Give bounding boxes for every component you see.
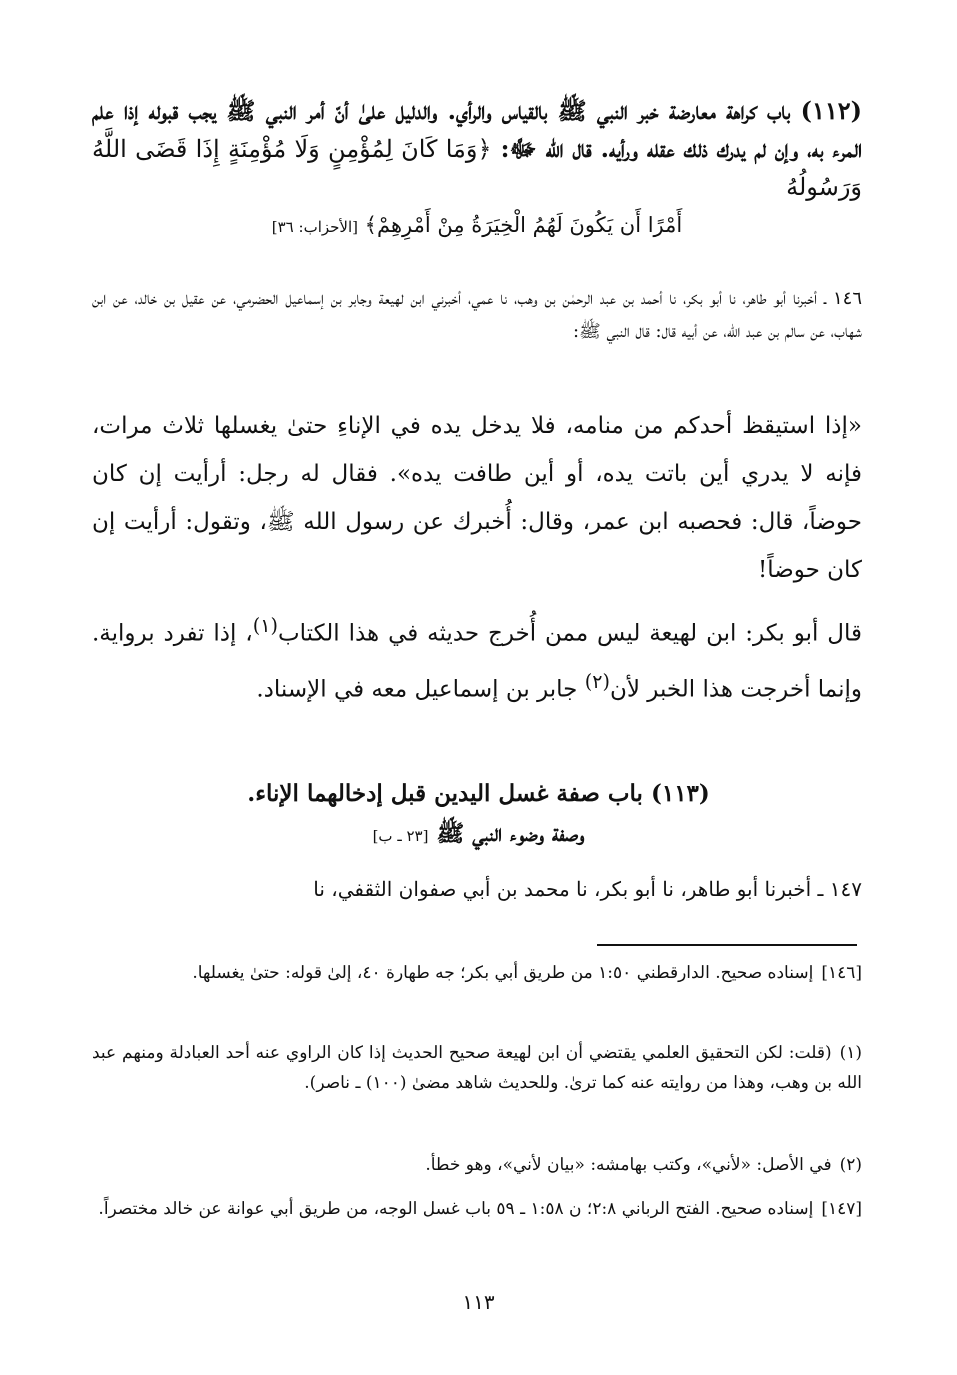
footnote-text: في الأصل: «لأني»، وكتب بهامشه: «بيان لأني»، وهو خطأ.	[425, 1155, 832, 1175]
footnote-text: إسناده صحيح. الفتح الرباني ٢:٨؛ ن ١:٥٨ ـ ٥٩ باب غسل الوجه، من طريق أبي عوانة عن خالد مختصراً.	[98, 1199, 814, 1219]
hadith-146-matn: «إذا استيقظ أحدكم من منامه، فلا يدخل يده في الإناءِ حتىٰ يغسلها ثلاث مرات، فإنه لا يدري أين باتت يده، أو أين طافت يده». فقال له رجل: أرأيت إن كان حوضاً، قال: فحصبه ابن عمر، وقال: أُخبرك عن رسول الله ﷺ، وتقول: أرأيت إن كان حوضاً!	[92, 413, 862, 583]
chapter-112-title: (١١٢) باب كراهة معارضة خبر النبي ﷺ بالقياس والرأي. والدليل علىٰ أنّ أمر النبي ﷺ يجب قبوله إذا علم المرء به، وإن لم يدرك ذلك عقله ورأيه. قال الله ﷻ:	[92, 96, 863, 163]
footnote-ref-1[interactable]: (١)	[252, 614, 278, 637]
chapter-112-heading	[92, 92, 862, 246]
footnote-text: إسناده صحيح. الدارقطني ١:٥٠ من طريق أبي بكر؛ جه طهارة ٤٠، إلىٰ قوله: حتىٰ يغسلها.	[192, 963, 814, 983]
footnote-mark: (١)	[839, 1043, 862, 1063]
chapter-113-title: (١١٣) باب صفة غسل اليدين قبل إدخالهما الإناء.	[247, 780, 710, 807]
hadith-146-author-note	[92, 602, 862, 713]
hadith-146-isnad: ١٤٦ ـ أخبرنا أبو طاهر، نا أبو بكر، نا أحمد بن عبد الرحمٰن بن وهب، نا عمي، أخبرني ابن لهيعة وجابر بن إسماعيل الحضرمي، عن عقيل بن خالد، عن ابن شهاب، عن سالم بن عبد الله، عن أبيه قال: قال النبي ﷺ:	[92, 288, 862, 342]
quran-verse-part-1: ﴿وَمَا كَانَ لِمُؤْمِنٍ وَلَا مُؤْمِنَةٍ إِذَا قَضَى اللَّهُ وَرَسُولُهُ	[92, 135, 862, 201]
footnote-ref-2[interactable]: (٢)	[584, 669, 610, 693]
note-text-c: جابر بن إسماعيل معه في الإسناد.	[256, 676, 585, 703]
footnote-text: (قلت: لكن التحقيق العلمي يقتضي أن ابن لهيعة صحيح الحديث إذا كان الراوي عنه أحد العبادلة ومنهم عبد الله بن وهب، وهذا من روايته عنه كما ترىٰ. وللحديث شاهد مضىٰ (١٠٠) ـ ناصر).	[92, 1043, 862, 1093]
footnote-1	[92, 1038, 862, 1098]
quran-verse-part-2: أَمْرًا أَن يَكُونَ لَهُمُ الْخِيَرَةُ مِنْ أَمْرِهِمْ﴾	[364, 213, 683, 237]
hadith-147-isnad: ١٤٧ ـ أخبرنا أبو طاهر، نا أبو بكر، نا محمد بن أبي صفوان الثقفي، نا	[313, 877, 862, 901]
chapter-113-subtitle: وصفة وضوء النبي ﷺ	[436, 820, 585, 847]
note-text-b: ، إذا تفرد برواية. وإنما أخرجت هذا الخبر لأن	[92, 620, 862, 703]
footnote-mark: [١٤٧]	[821, 1199, 862, 1219]
footnote-mark: (٢)	[839, 1155, 862, 1175]
chapter-113-heading	[0, 774, 957, 856]
footnote-divider	[597, 944, 857, 946]
footnote-2	[92, 1150, 862, 1180]
quran-reference: [الأحزاب: ٣٦]	[271, 218, 358, 236]
manuscript-folio-ref: [٢٣ ـ ب]	[372, 827, 429, 845]
footnote-146	[92, 958, 862, 988]
note-text-a: قال أبو بكر: ابن لهيعة ليس ممن أُخرج حديثه في هذا الكتاب	[278, 620, 862, 647]
footnote-mark: [١٤٦]	[821, 963, 862, 983]
page-number: ١١٣	[462, 1290, 495, 1314]
footnote-147	[92, 1194, 862, 1224]
